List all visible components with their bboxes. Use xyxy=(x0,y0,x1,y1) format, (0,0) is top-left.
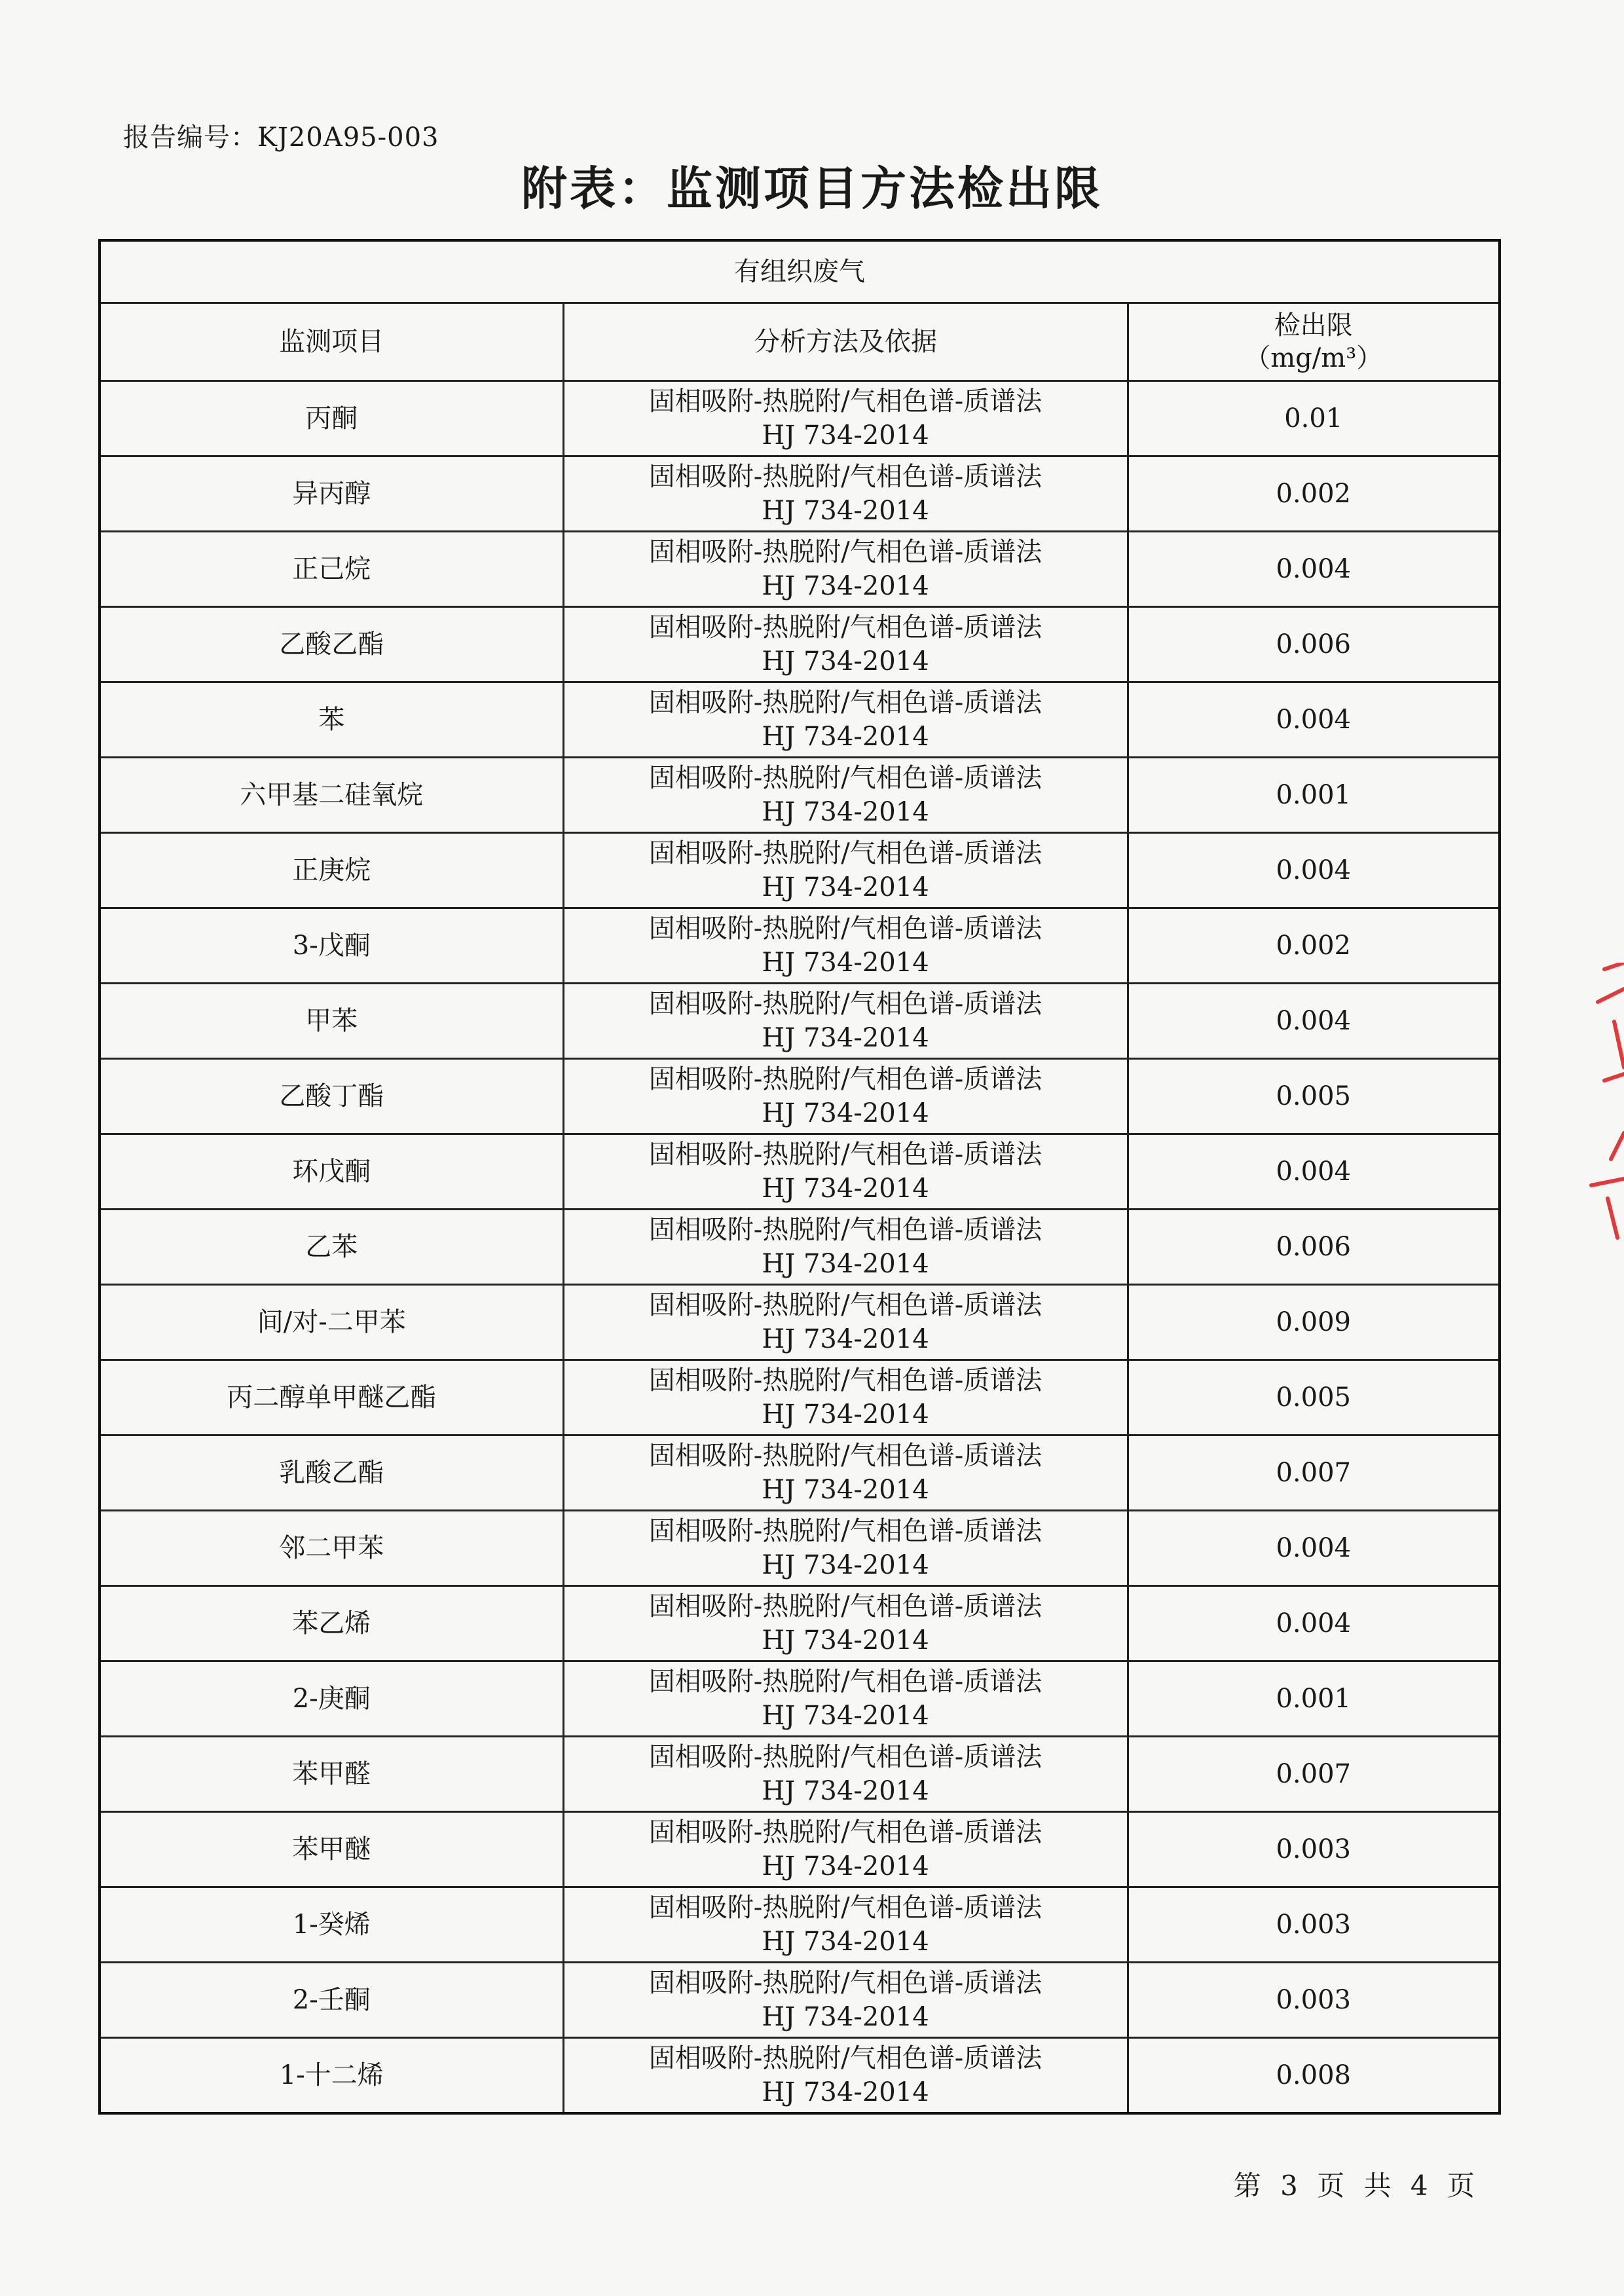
detection-limit-cell: 0.003 xyxy=(1128,1812,1500,1887)
table-row xyxy=(100,984,1500,1059)
method-cell xyxy=(563,1586,1128,1661)
monitoring-item-cell: 丙二醇单甲醚乙酯 xyxy=(100,1360,563,1435)
table-row xyxy=(100,908,1500,984)
method-text: 固相吸附-热脱附/气相色谱-质谱法 xyxy=(648,1139,1043,1170)
monitoring-item-cell: 2-壬酮 xyxy=(100,1963,563,2038)
standard-code: HJ 734-2014 xyxy=(762,1023,929,1053)
method-cell xyxy=(563,1963,1128,2038)
detection-limit-cell: 0.01 xyxy=(1128,381,1500,456)
method-cell xyxy=(563,1661,1128,1737)
standard-code: HJ 734-2014 xyxy=(762,571,929,601)
detection-limit-cell: 0.007 xyxy=(1128,1737,1500,1812)
method-cell xyxy=(563,607,1128,682)
table-header-row xyxy=(100,303,1500,381)
table-body xyxy=(100,381,1500,2114)
method-cell xyxy=(563,1210,1128,1285)
monitoring-item-cell: 乳酸乙酯 xyxy=(100,1435,563,1511)
table-row xyxy=(100,1661,1500,1737)
detection-limit-cell: 0.004 xyxy=(1128,833,1500,908)
column-header-method: 分析方法及依据 xyxy=(563,303,1128,381)
table-row xyxy=(100,833,1500,908)
method-cell xyxy=(563,984,1128,1059)
method-text: 固相吸附-热脱附/气相色谱-质谱法 xyxy=(648,763,1043,793)
monitoring-item-cell: 3-戊酮 xyxy=(100,908,563,984)
method-cell xyxy=(563,833,1128,908)
column-header-item: 监测项目 xyxy=(100,303,563,381)
monitoring-item-cell: 正庚烷 xyxy=(100,833,563,908)
table-row xyxy=(100,1059,1500,1134)
standard-code: HJ 734-2014 xyxy=(762,1927,929,1957)
method-cell xyxy=(563,1511,1128,1586)
method-text: 固相吸附-热脱附/气相色谱-质谱法 xyxy=(648,914,1043,944)
standard-code: HJ 734-2014 xyxy=(762,1399,929,1430)
method-cell xyxy=(563,456,1128,532)
method-text: 固相吸附-热脱附/气相色谱-质谱法 xyxy=(648,1667,1043,1697)
detection-limit-cell: 0.005 xyxy=(1128,1059,1500,1134)
standard-code: HJ 734-2014 xyxy=(762,420,929,451)
standard-code: HJ 734-2014 xyxy=(762,1324,929,1354)
detection-limit-cell: 0.005 xyxy=(1128,1360,1500,1435)
section-title: 有组织废气 xyxy=(100,240,1500,303)
method-text: 固相吸附-热脱附/气相色谱-质谱法 xyxy=(648,1215,1043,1245)
table-row xyxy=(100,532,1500,607)
standard-code: HJ 734-2014 xyxy=(762,646,929,676)
method-text: 固相吸附-热脱附/气相色谱-质谱法 xyxy=(648,1441,1043,1471)
monitoring-item-cell: 2-庚酮 xyxy=(100,1661,563,1737)
method-cell xyxy=(563,1435,1128,1511)
detection-limit-cell: 0.008 xyxy=(1128,2038,1500,2114)
monitoring-item-cell: 正己烷 xyxy=(100,532,563,607)
table-row xyxy=(100,1511,1500,1586)
method-cell xyxy=(563,1812,1128,1887)
page-title: 附表：监测项目方法检出限 xyxy=(521,162,1103,215)
method-cell xyxy=(563,1285,1128,1360)
detection-limit-cell: 0.004 xyxy=(1128,1134,1500,1210)
method-text: 固相吸附-热脱附/气相色谱-质谱法 xyxy=(648,1365,1043,1396)
method-text: 固相吸附-热脱附/气相色谱-质谱法 xyxy=(648,1591,1043,1621)
table-row xyxy=(100,2038,1500,2114)
detection-limit-cell: 0.004 xyxy=(1128,984,1500,1059)
table-row xyxy=(100,1586,1500,1661)
page-number: 第 3 页 共 4 页 xyxy=(1233,2170,1480,2202)
method-text: 固相吸附-热脱附/气相色谱-质谱法 xyxy=(648,2043,1043,2073)
table-row xyxy=(100,758,1500,833)
lod-header-label: 检出限 xyxy=(1274,310,1353,341)
standard-code: HJ 734-2014 xyxy=(762,1625,929,1656)
detection-limit-cell: 0.009 xyxy=(1128,1285,1500,1360)
detection-limit-cell: 0.004 xyxy=(1128,532,1500,607)
monitoring-item-cell: 1-十二烯 xyxy=(100,2038,563,2114)
detection-limit-cell: 0.006 xyxy=(1128,1210,1500,1285)
report-number: 报告编号：KJ20A95-003 xyxy=(123,122,439,153)
method-cell xyxy=(563,532,1128,607)
monitoring-item-cell: 苯乙烯 xyxy=(100,1586,563,1661)
method-cell xyxy=(563,682,1128,758)
table-row xyxy=(100,456,1500,532)
standard-code: HJ 734-2014 xyxy=(762,1550,929,1580)
method-cell xyxy=(563,758,1128,833)
table-row xyxy=(100,1435,1500,1511)
method-text: 固相吸附-热脱附/气相色谱-质谱法 xyxy=(648,612,1043,642)
standard-code: HJ 734-2014 xyxy=(762,1475,929,1505)
standard-code: HJ 734-2014 xyxy=(762,1701,929,1731)
method-cell xyxy=(563,908,1128,984)
standard-code: HJ 734-2014 xyxy=(762,722,929,752)
monitoring-item-cell: 1-癸烯 xyxy=(100,1887,563,1963)
monitoring-item-cell: 苯甲醛 xyxy=(100,1737,563,1812)
method-text: 固相吸附-热脱附/气相色谱-质谱法 xyxy=(648,386,1043,417)
lod-header-unit: （mg/m³） xyxy=(1244,343,1383,373)
monitoring-item-cell: 丙酮 xyxy=(100,381,563,456)
standard-code: HJ 734-2014 xyxy=(762,2077,929,2107)
method-text: 固相吸附-热脱附/气相色谱-质谱法 xyxy=(648,989,1043,1019)
method-text: 固相吸附-热脱附/气相色谱-质谱法 xyxy=(648,1064,1043,1094)
detection-limit-cell: 0.004 xyxy=(1128,682,1500,758)
monitoring-item-cell: 环戊酮 xyxy=(100,1134,563,1210)
table-row xyxy=(100,1210,1500,1285)
method-text: 固相吸附-热脱附/气相色谱-质谱法 xyxy=(648,1742,1043,1772)
table-row xyxy=(100,607,1500,682)
monitoring-item-cell: 乙酸乙酯 xyxy=(100,607,563,682)
detection-limit-cell: 0.001 xyxy=(1128,1661,1500,1737)
method-cell xyxy=(563,1134,1128,1210)
standard-code: HJ 734-2014 xyxy=(762,1851,929,1881)
table-row xyxy=(100,381,1500,456)
table-row xyxy=(100,1737,1500,1812)
table-row xyxy=(100,1285,1500,1360)
standard-code: HJ 734-2014 xyxy=(762,1098,929,1128)
method-text: 固相吸附-热脱附/气相色谱-质谱法 xyxy=(648,1817,1043,1847)
table-row xyxy=(100,1963,1500,2038)
monitoring-item-cell: 间/对-二甲苯 xyxy=(100,1285,563,1360)
detection-limit-cell: 0.003 xyxy=(1128,1963,1500,2038)
standard-code: HJ 734-2014 xyxy=(762,2002,929,2032)
method-text: 固相吸附-热脱附/气相色谱-质谱法 xyxy=(648,1968,1043,1998)
method-text: 固相吸附-热脱附/气相色谱-质谱法 xyxy=(648,1290,1043,1320)
table-row xyxy=(100,1134,1500,1210)
detection-limit-cell: 0.004 xyxy=(1128,1511,1500,1586)
table-row xyxy=(100,682,1500,758)
standard-code: HJ 734-2014 xyxy=(762,1776,929,1806)
method-cell xyxy=(563,1360,1128,1435)
column-header-lod xyxy=(1128,303,1500,381)
standard-code: HJ 734-2014 xyxy=(762,872,929,902)
table-row xyxy=(100,1887,1500,1963)
detection-limit-table xyxy=(98,239,1501,2115)
standard-code: HJ 734-2014 xyxy=(762,1249,929,1279)
monitoring-item-cell: 六甲基二硅氧烷 xyxy=(100,758,563,833)
table-row xyxy=(100,1360,1500,1435)
monitoring-item-cell: 苯甲醚 xyxy=(100,1812,563,1887)
monitoring-item-cell: 甲苯 xyxy=(100,984,563,1059)
monitoring-item-cell: 异丙醇 xyxy=(100,456,563,532)
detection-limit-cell: 0.002 xyxy=(1128,908,1500,984)
standard-code: HJ 734-2014 xyxy=(762,496,929,526)
monitoring-item-cell: 苯 xyxy=(100,682,563,758)
method-text: 固相吸附-热脱附/气相色谱-质谱法 xyxy=(648,838,1043,868)
method-text: 固相吸附-热脱附/气相色谱-质谱法 xyxy=(648,462,1043,492)
method-cell xyxy=(563,381,1128,456)
method-text: 固相吸附-热脱附/气相色谱-质谱法 xyxy=(648,1516,1043,1546)
detection-limit-cell: 0.003 xyxy=(1128,1887,1500,1963)
method-cell xyxy=(563,2038,1128,2114)
method-cell xyxy=(563,1737,1128,1812)
detection-limit-cell: 0.006 xyxy=(1128,607,1500,682)
method-cell xyxy=(563,1887,1128,1963)
monitoring-item-cell: 邻二甲苯 xyxy=(100,1511,563,1586)
method-text: 固相吸附-热脱附/气相色谱-质谱法 xyxy=(648,1893,1043,1923)
method-text: 固相吸附-热脱附/气相色谱-质谱法 xyxy=(648,537,1043,567)
detection-limit-cell: 0.001 xyxy=(1128,758,1500,833)
monitoring-item-cell: 乙苯 xyxy=(100,1210,563,1285)
detection-limit-cell: 0.004 xyxy=(1128,1586,1500,1661)
method-cell xyxy=(563,1059,1128,1134)
standard-code: HJ 734-2014 xyxy=(762,797,929,827)
standard-code: HJ 734-2014 xyxy=(762,1174,929,1204)
table-row xyxy=(100,1812,1500,1887)
stamp-fragment xyxy=(1578,963,1624,1277)
detection-limit-cell: 0.002 xyxy=(1128,456,1500,532)
standard-code: HJ 734-2014 xyxy=(762,948,929,978)
detection-limit-cell: 0.007 xyxy=(1128,1435,1500,1511)
method-text: 固相吸附-热脱附/气相色谱-质谱法 xyxy=(648,688,1043,718)
monitoring-item-cell: 乙酸丁酯 xyxy=(100,1059,563,1134)
